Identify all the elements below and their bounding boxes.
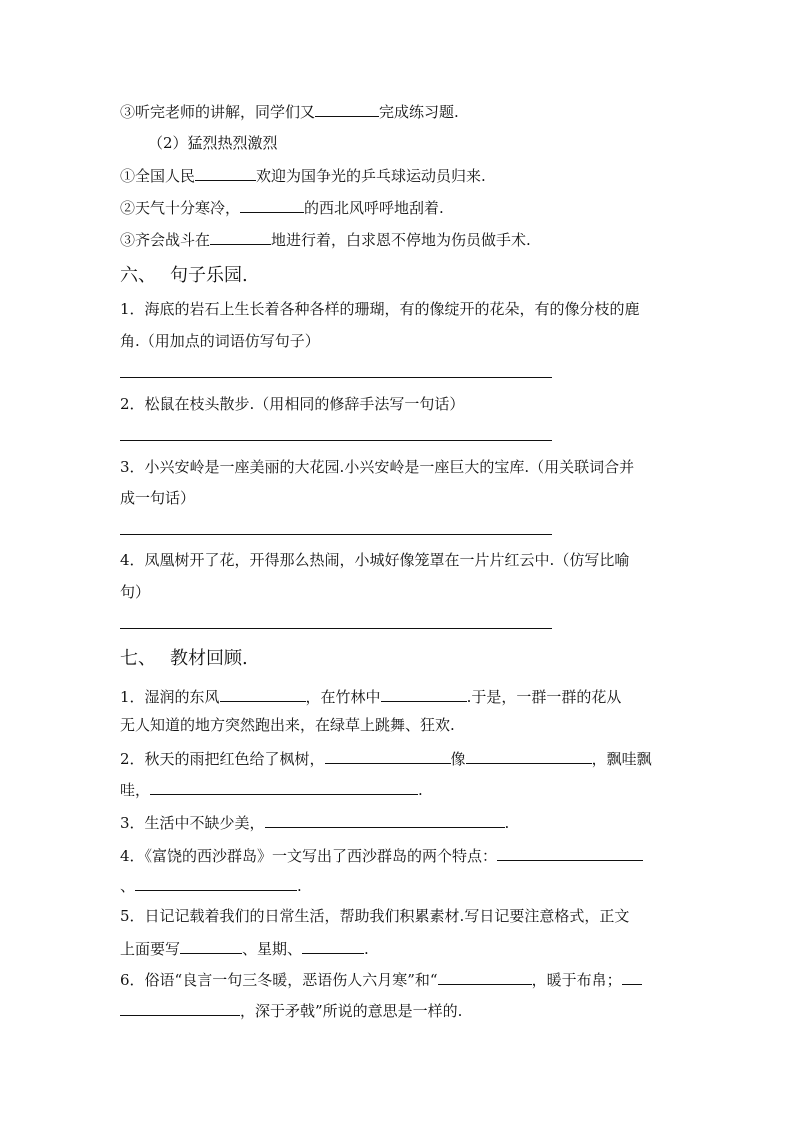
s6-q3-line1: 3．小兴安岭是一座美丽的大花园.小兴安岭是一座巨大的宝库.（用关联词合并 xyxy=(120,458,635,476)
p5-q3: ③听完老师的讲解，同学们又 完成练习题. xyxy=(120,99,684,123)
s7-q3: 3．生活中不缺少美， . xyxy=(120,810,684,834)
answer-line[interactable] xyxy=(120,534,552,535)
s7-q2-line1: 2．秋天的雨把红色给了枫树， 像 ，飘哇飘 xyxy=(120,746,684,770)
s7-q5-line2: 上面要写 、星期、 . xyxy=(120,936,684,960)
blank[interactable] xyxy=(195,163,256,181)
s6-q4-line2: 句） xyxy=(120,583,151,601)
p5-g2-q1: ①全国人民 欢迎为国争光的乒乓球运动员归来. xyxy=(120,163,684,187)
blank[interactable] xyxy=(120,998,240,1016)
blank[interactable] xyxy=(315,99,379,117)
blank[interactable] xyxy=(180,936,242,954)
blank[interactable] xyxy=(265,810,505,828)
p5-group2-label: （2）猛烈热烈激烈 xyxy=(148,134,278,152)
s7-q1-line2: 无人知道的地方突然跑出来，在绿草上跳舞、狂欢. xyxy=(120,716,455,734)
blank[interactable] xyxy=(466,746,592,764)
section7-heading: 七、 教材回顾. xyxy=(120,648,248,669)
s7-q4-line1: 4．《富饶的西沙群岛》一文写出了西沙群岛的两个特点： xyxy=(120,843,684,867)
s7-q4-line2: 、 . xyxy=(120,873,684,897)
blank[interactable] xyxy=(302,936,364,954)
blank[interactable] xyxy=(210,227,271,245)
s7-q6-line2: ，深于矛戟”所说的意思是一样的. xyxy=(120,998,684,1022)
answer-line[interactable] xyxy=(120,377,552,378)
blank[interactable] xyxy=(497,843,643,861)
blank[interactable] xyxy=(240,195,304,213)
s7-q5-line1: 5．日记记载着我们的日常生活，帮助我们积累素材.写日记要注意格式，正文 xyxy=(120,907,630,925)
s7-q1-line1: 1．湿润的东风 ，在竹林中 .于是，一群一群的花从 xyxy=(120,684,684,708)
p5-g2-q2: ②天气十分寒冷， 的西北风呼呼地刮着. xyxy=(120,195,684,219)
answer-line[interactable] xyxy=(120,628,552,629)
section6-heading: 六、 句子乐园. xyxy=(120,265,248,286)
blank[interactable] xyxy=(438,967,532,985)
s6-q2: 2．松鼠在枝头散步.（用相同的修辞手法写一句话） xyxy=(120,395,465,413)
s6-q4-line1: 4．凤凰树开了花，开得那么热闹，小城好像笼罩在一片片红云中.（仿写比喻 xyxy=(120,551,630,569)
s6-q3-line2: 成一句话） xyxy=(120,489,196,507)
s6-q1-line2: 角.（用加点的词语仿写句子） xyxy=(120,332,320,350)
blank[interactable] xyxy=(135,873,297,891)
answer-line[interactable] xyxy=(120,440,552,441)
s7-q2-line2: 哇， . xyxy=(120,777,684,801)
blank[interactable] xyxy=(150,777,418,795)
blank[interactable] xyxy=(220,684,306,702)
blank[interactable] xyxy=(325,746,451,764)
blank[interactable] xyxy=(381,684,467,702)
s6-q1-line1: 1．海底的岩石上生长着各种各样的珊瑚，有的像绽开的花朵，有的像分枝的鹿 xyxy=(120,300,640,318)
blank[interactable] xyxy=(622,967,642,985)
s7-q6-line1: 6．俗语“良言一句三冬暖，恶语伤人六月寒”和“ ，暖于布帛； xyxy=(120,967,684,991)
p5-g2-q3: ③齐会战斗在 地进行着，白求恩不停地为伤员做手术. xyxy=(120,227,684,251)
